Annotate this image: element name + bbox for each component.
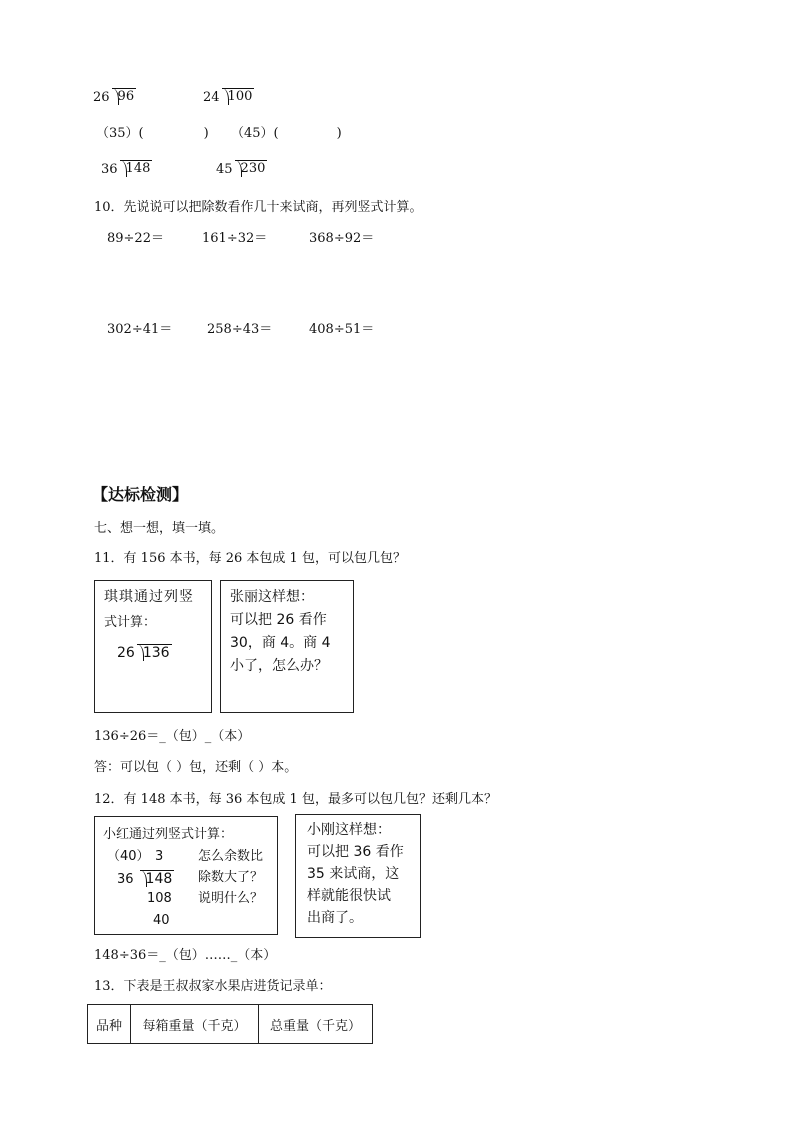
- xiaogang-line-3: 35 来试商，这: [307, 866, 400, 882]
- header-box-weight: 每箱重量（千克）: [131, 1005, 259, 1044]
- q11-equation: 136÷26＝_（包）_（本）: [94, 729, 251, 744]
- header-variety: 品种: [88, 1005, 131, 1044]
- zhangli-line-3: 30，商 4。商 4: [230, 635, 331, 651]
- divisor: 45: [216, 162, 233, 177]
- q10-expr-3: 368÷92＝: [309, 231, 375, 246]
- qiqi-line-2: 式计算：: [104, 615, 157, 630]
- q11-title: 11．有 156 本书，每 26 本包成 1 包，可以包几包？: [94, 551, 406, 566]
- q11-box-zhangli: [220, 580, 354, 713]
- q10-expr-6: 408÷51＝: [309, 322, 375, 337]
- dividend: 148: [120, 160, 153, 177]
- q12-equation: 148÷36＝_（包）……_（本）: [94, 948, 277, 963]
- zhangli-line-2: 可以把 26 看作: [230, 612, 327, 628]
- xiaogang-line-2: 可以把 36 看作: [307, 844, 404, 860]
- divisor: 26: [117, 645, 135, 661]
- q10-expr-5: 258÷43＝: [207, 322, 273, 337]
- q10-expr-4: 302÷41＝: [107, 322, 173, 337]
- q12-title: 12．有 148 本书，每 36 本包成 1 包，最多可以包几包？还剩几本？: [94, 792, 497, 807]
- q10-expr-2: 161÷32＝: [202, 231, 268, 246]
- long-division-26-96: [93, 88, 136, 105]
- qiqi-long-division: [117, 644, 172, 661]
- divisor: 26: [93, 90, 110, 105]
- xiaogang-line-1: 小刚这样想：: [307, 822, 391, 838]
- q10-title: 10．先说说可以把除数看作几十来试商，再列竖式计算。: [94, 200, 423, 215]
- section-heading: 【达标检测】: [92, 485, 189, 504]
- q11-box-qiqi: [94, 580, 212, 713]
- section-subtitle: 七、想一想，填一填。: [94, 521, 225, 536]
- xiaohong-product: 108: [147, 891, 172, 906]
- header-total-weight: 总重量（千克）: [259, 1005, 373, 1044]
- dividend: 148: [140, 870, 175, 887]
- xiaohong-estimate: （40）: [107, 849, 150, 864]
- xiaohong-long-division: [117, 870, 174, 887]
- long-division-36-148: [101, 160, 152, 177]
- q10-expr-1: 89÷22＝: [107, 231, 164, 246]
- xiaohong-title: 小红通过列竖式计算：: [103, 827, 234, 842]
- long-division-45-230: [216, 160, 267, 177]
- xiaohong-note-1: 怎么余数比: [198, 849, 264, 864]
- xiaohong-note-3: 说明什么？: [198, 891, 264, 906]
- xiaohong-remainder: 40: [153, 913, 170, 928]
- estimate-35: （35）( ): [96, 126, 209, 141]
- table-header-row: [88, 1005, 373, 1044]
- dividend: 96: [112, 88, 137, 105]
- xiaohong-note-2: 除数大了？: [198, 870, 264, 885]
- estimate-45: （45）( ): [231, 126, 342, 141]
- q13-title: 13．下表是王叔叔家水果店进货记录单：: [94, 979, 332, 994]
- xiaogang-line-5: 出商了。: [307, 910, 363, 926]
- xiaogang-line-4: 样就能很快试: [307, 888, 391, 904]
- zhangli-line-1: 张丽这样想：: [230, 589, 314, 605]
- fruit-record-table: [87, 1004, 373, 1044]
- q11-answer: 答：可以包（ ）包，还剩（ ）本。: [94, 760, 298, 775]
- xiaohong-quotient: 3: [155, 849, 164, 864]
- dividend: 230: [235, 160, 268, 177]
- divisor: 36: [101, 162, 118, 177]
- zhangli-line-4: 小了，怎么办？: [230, 658, 328, 674]
- qiqi-line-1: 琪琪通过列竖: [104, 589, 194, 605]
- q12-box-xiaogang: [295, 814, 421, 938]
- long-division-24-100: [203, 88, 254, 105]
- divisor: 24: [203, 90, 220, 105]
- divisor: 36: [117, 872, 134, 887]
- dividend: 100: [222, 88, 255, 105]
- q12-box-xiaohong: [94, 816, 278, 935]
- dividend: 136: [137, 644, 172, 661]
